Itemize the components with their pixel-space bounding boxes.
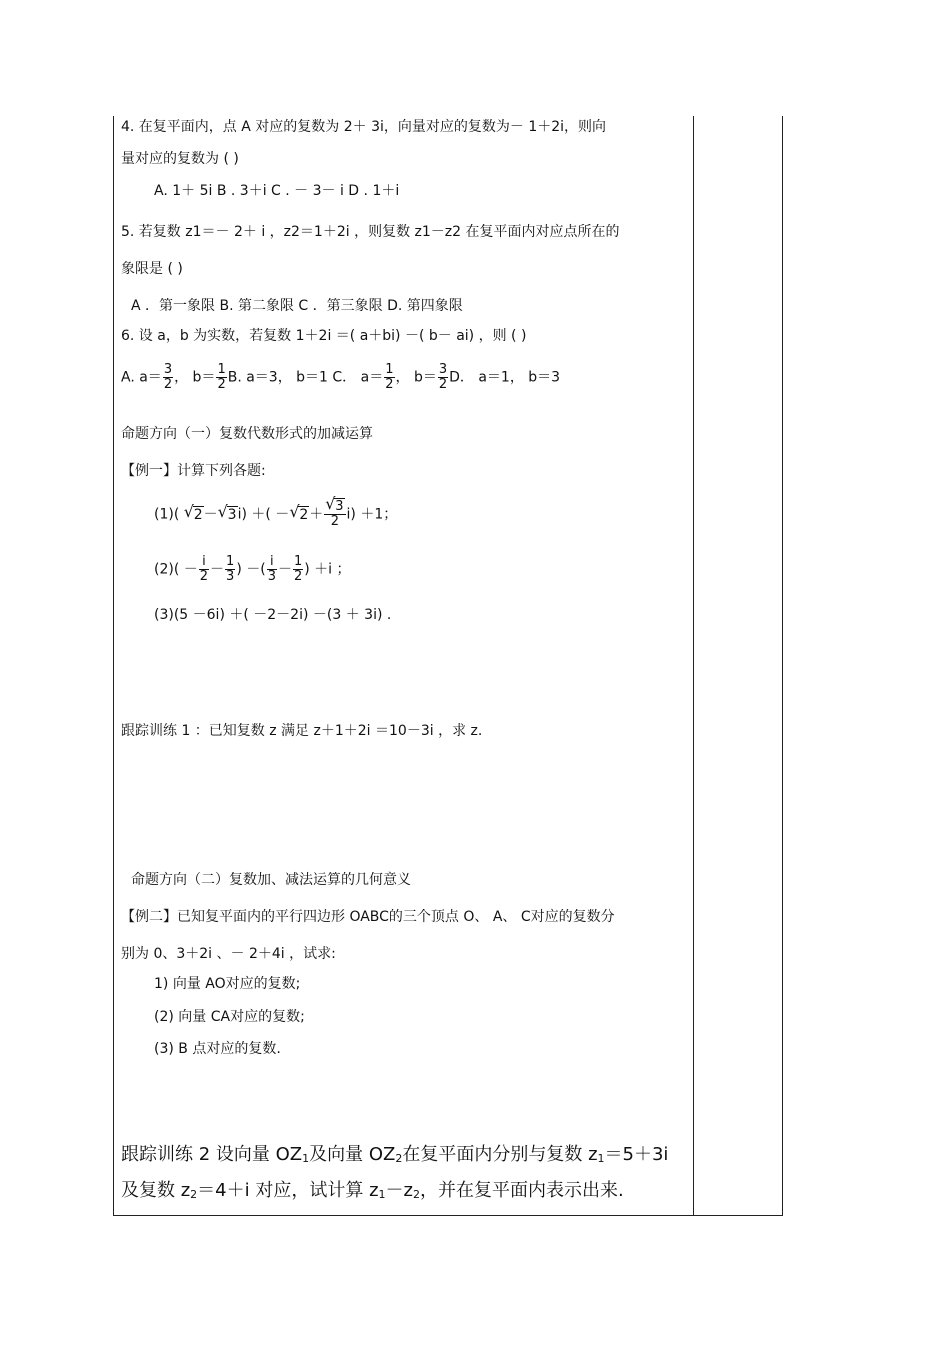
- fraction-sqrt3-2: √ $\frac{3}{2}$: [324, 500, 345, 529]
- q6-opt-d: D． a＝1， b＝3: [449, 369, 561, 386]
- fraction-1-2: $\frac{1}{2}$: [217, 362, 226, 392]
- section2-title: 命题方向（二）复数加、减法运算的几何意义: [131, 872, 411, 888]
- q6-line1: 6. 设 a，b 为实数，若复数 1＋2i ＝( a＋bi) －( b－ ai) ，则 ( ): [121, 328, 527, 344]
- q5-options: A ．第一象限 B. 第二象限 C ．第三象限 D. 第四象限: [131, 298, 463, 314]
- fraction-1-3: $\frac{1}{3}$: [226, 554, 235, 584]
- fraction-1-2: $\frac{1}{2}$: [385, 362, 394, 392]
- example2-line1: 【例二】已知复平面内的平行四边形 OABC的三个顶点 O、 A、 C对应的复数分: [121, 909, 615, 925]
- fraction-3-2: $\frac{3}{2}$: [438, 362, 448, 392]
- track2-line2: 及复数 $z_2=4+i$ 对应，试计算 $z_1-z_2$，并在复平面内表示出来.: [121, 1180, 624, 1201]
- fraction-i-3: $\frac{i}{3}$: [267, 554, 276, 584]
- example2-item2: (2) 向量 CA对应的复数;: [154, 1009, 305, 1025]
- track1: 跟踪训练 1 ：已知复数 z 满足 z＋1＋2i ＝10－3i ，求 z.: [121, 723, 483, 739]
- q4-options: A. 1＋ 5i B . 3＋i C . － 3－ i D . 1＋i: [154, 183, 400, 199]
- example1-title: 【例一】计算下列各题:: [121, 463, 266, 479]
- sqrt-2: √ 2: [289, 506, 309, 524]
- q6-options: A. a＝ $\frac{3}{2}$ ， b＝ $\frac{1}{2}$ B. a＝3， b＝1 C． a＝ $\frac{1}{2}$ ， b＝ $\frac{3}{2}$ D． a＝1， b＝3: [121, 362, 561, 392]
- q5-line2: 象限是 ( ): [121, 261, 183, 277]
- example2-line2: 别为 0、3＋2i 、－ 2＋4i ，试求:: [121, 946, 336, 962]
- example2-item3: (3) B 点对应的复数.: [154, 1041, 281, 1057]
- fraction-i-2: $\frac{i}{2}$: [199, 554, 209, 584]
- table-border-bottom: [113, 1215, 783, 1216]
- section1-title: 命题方向（一）复数代数形式的加减运算: [121, 426, 373, 442]
- q4-line2: 量对应的复数为 ( ): [121, 151, 239, 167]
- q5-line1: 5. 若复数 z1＝－ 2＋ i ，z2＝1＋2i ，则复数 z1－z2 在复平面内对应点所在的: [121, 224, 620, 240]
- sqrt-3: √ 3: [218, 506, 238, 524]
- table-border-middle: [693, 116, 694, 1216]
- q6-opt-a-prefix: A. a＝: [121, 369, 162, 386]
- example1-problem3: (3)(5 －6i) ＋( －2－2i) －(3 ＋ 3i) .: [154, 607, 392, 623]
- fraction-1-2: $\frac{1}{2}$: [293, 554, 303, 584]
- table-border-right: [782, 116, 783, 1216]
- q4-line1: 4. 在复平面内，点 A 对应的复数为 2＋ 3i，向量对应的复数为－ 1＋2i，则向: [121, 119, 607, 135]
- q6-opt-b: B. a＝3， b＝1 C． a＝: [227, 369, 384, 386]
- example2-item1: 1) 向量 AO对应的复数;: [154, 976, 301, 992]
- example1-problem1: (1)( √ 2－√ 3i) ＋( －√ 2＋ √ $\frac{3}{2}$ i) ＋1；: [154, 500, 397, 529]
- fraction-3-2: $\frac{3}{2}$: [163, 362, 173, 392]
- track2-line1: 跟踪训练 2 设向量 $OZ_1$及向量 $OZ_2$在复平面内分别与复数 $z_1=5+3i$: [121, 1144, 669, 1165]
- example1-problem2: (2)( － $\frac{i}{2}$ － $\frac{1}{3}$ ) －( $\frac{i}{3}$ － $\frac{1}{2}$ ) ＋i ；: [154, 554, 351, 584]
- table-border-left: [113, 116, 114, 1216]
- sqrt-2: √ 2: [184, 506, 204, 524]
